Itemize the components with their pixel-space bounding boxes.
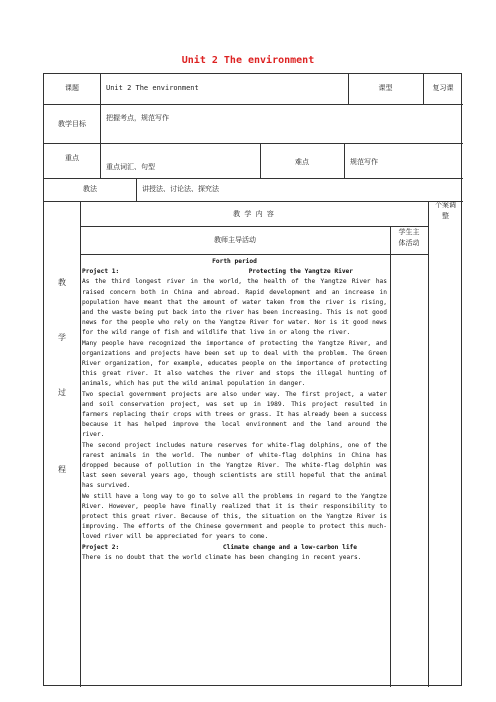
key-label: 重点 bbox=[65, 154, 79, 162]
project1-title: Protecting the Yangtze River bbox=[248, 268, 353, 276]
type-value: 复习课 bbox=[432, 84, 454, 92]
personal-adjust-line2: 整 bbox=[442, 212, 449, 220]
personal-adjust-line1: 个案调 bbox=[435, 201, 456, 209]
paragraph-3: Two special government projects are also under way. The first project, a water and soil conservation project, was set up in 1989. This project resulted in farmers replacing their crops with trees or grass. It has already been a success because it has helped improve the local environment and the land around the river. bbox=[82, 390, 387, 439]
document-title: Unit 2 The environment bbox=[181, 55, 315, 66]
difficulty-value: 规范写作 bbox=[350, 158, 378, 166]
subject-value: Unit 2 The environment bbox=[106, 84, 199, 92]
side-label-char-2: 学 bbox=[58, 333, 66, 342]
student-activity-line2: 体活动 bbox=[398, 239, 420, 247]
project2-title: Climate change and a low-carbon life bbox=[222, 543, 357, 551]
method-label: 教法 bbox=[83, 185, 97, 193]
difficulty-label: 难点 bbox=[295, 158, 309, 166]
side-label-char-4: 程 bbox=[58, 465, 66, 474]
paragraph-4: The second project includes nature reserves for white-flag dolphins, one of the rarest animals in the world. The number of white-flag dolphins in China has dropped because of pollution in the Yangtze River. The white-flag dolphin was last seen several years ago, though scientists are still hopeful that the animal has survived. bbox=[82, 441, 387, 490]
goal-label: 教学目标 bbox=[58, 120, 86, 128]
student-activity-line1: 学生主 bbox=[398, 228, 420, 236]
side-label-char-3: 过 bbox=[58, 388, 66, 397]
type-label: 课型 bbox=[378, 84, 393, 92]
project2-heading bbox=[82, 543, 387, 553]
project1-heading bbox=[82, 267, 387, 277]
content-heading: 教 学 内 容 bbox=[233, 210, 275, 218]
paragraph-2: Many people have recognized the importance of protecting the Yangtze River, and organizations and projects have been set up to deal with the problem. The Green River organization, for example, educates people on the importance of protecting this great river. It also watches the river and stops the illegal hunting of animals, which has put the wild animal population in danger. bbox=[82, 339, 387, 388]
goal-value: 把握考点，规范写作 bbox=[106, 114, 169, 122]
key-value: 重点词汇、句型 bbox=[106, 163, 155, 171]
subject-label: 课题 bbox=[65, 84, 79, 92]
method-value: 讲授法、讨论法、探究法 bbox=[142, 185, 219, 193]
paragraph-1: As the third longest river in the world, the health of the Yangtze River has raised concern both in China and abroad. Rapid development and an increase in population have meant that the amount of water taken from the river is rising, and the waste being put back into the river has been increasing. This is not good news for the people who rely on the Yangtze River for water. Nor is it good news for the wild range of fish and wildlife that live in or along the river. bbox=[82, 278, 387, 337]
period-heading: Forth period bbox=[212, 258, 257, 265]
lesson-content bbox=[82, 257, 387, 563]
paragraph-5: We still have a long way to go to solve all the problems in regard to the Yangtze River. However, people have finally realized that it is their responsibility to protect this great river. Because of this, the situation on the Yangtze River is improving. The efforts of the Chinese government and people to protect this much-loved river will be appreciated for years to come. bbox=[82, 492, 387, 541]
side-label-char-1: 教 bbox=[58, 278, 66, 287]
paragraph-6: There is no doubt that the world climate has been changing in recent years. bbox=[82, 553, 362, 561]
teacher-activity-label: 教师主导活动 bbox=[214, 236, 256, 244]
project2-label: Project 2: bbox=[82, 543, 120, 551]
project1-label: Project 1: bbox=[82, 268, 120, 276]
